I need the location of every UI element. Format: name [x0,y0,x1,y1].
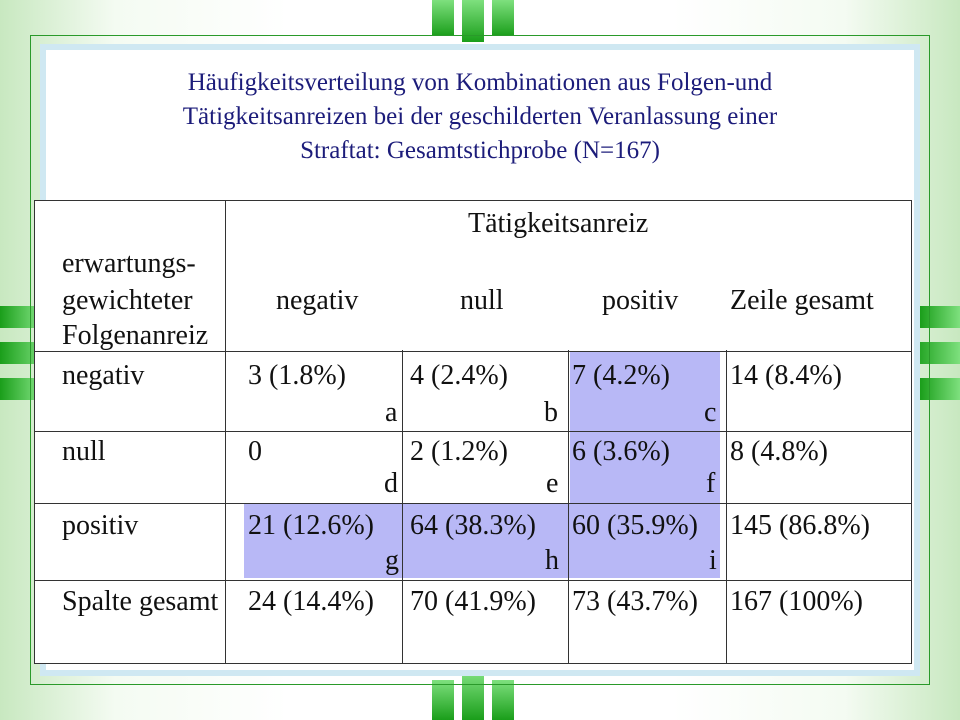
cell-letter-d: d [384,468,398,499]
cell-letter-b: b [544,397,558,428]
title-line-2: Tätigkeitsanreizen bei der geschilderten Veranlassung einer [182,103,778,130]
grid-hline-4 [34,580,912,581]
column-header-positiv: positiv [602,285,679,316]
grid-hline-3 [34,503,912,504]
decor-tab-bottom-3 [492,680,514,720]
decor-tab-top-3 [492,0,514,36]
column-header-negativ: negativ [276,285,359,316]
grid-vline-4 [726,350,727,664]
cell-positiv-total: 145 (86.8%) [730,510,870,541]
cell-null-positiv: 6 (3.6%) [572,436,670,467]
cell-negativ-negativ: 3 (1.8%) [248,360,346,391]
decor-tab-bottom-1 [432,680,454,720]
row-label-positiv: positiv [62,510,139,541]
slide-title [60,66,900,168]
cell-letter-c: c [704,397,717,428]
cell-letter-h: h [545,545,559,576]
column-group-header: Tätigkeitsanreiz [468,208,649,239]
row-header-line-1: erwartungs- [62,248,196,279]
cell-total-null: 70 (41.9%) [410,586,536,617]
cell-letter-i: i [709,545,717,576]
cell-null-negativ: 0 [248,436,262,467]
cell-null-null: 2 (1.2%) [410,436,508,467]
row-header-line-3: Folgenanreiz [62,320,209,351]
cell-letter-a: a [385,397,398,428]
cell-negativ-total: 14 (8.4%) [730,360,842,391]
row-label-column-total: Spalte gesamt [62,586,219,617]
row-header-line-2: gewichteter [62,285,193,316]
column-header-row-total: Zeile gesamt [730,285,874,316]
cell-positiv-negativ: 21 (12.6%) [248,510,374,541]
cell-null-total: 8 (4.8%) [730,436,828,467]
title-line-3: Straftat: Gesamtstichprobe (N=167) [300,137,660,164]
grid-vline-1 [225,200,226,664]
row-label-null: null [62,436,106,467]
cell-total-total: 167 (100%) [730,586,863,617]
cell-letter-e: e [546,468,559,499]
cell-positiv-positiv: 60 (35.9%) [572,510,698,541]
cell-positiv-null: 64 (38.3%) [410,510,536,541]
cell-letter-g: g [385,545,399,576]
row-label-negativ: negativ [62,360,145,391]
cell-negativ-positiv: 7 (4.2%) [572,360,670,391]
title-line-1: Häufigkeitsverteilung von Kombinationen aus Folgen-und [187,69,773,96]
grid-vline-2 [402,350,403,664]
column-header-null: null [460,285,504,316]
grid-hline-2 [34,431,912,432]
cell-negativ-null: 4 (2.4%) [410,360,508,391]
decor-tab-top-1 [432,0,454,36]
grid-vline-3 [568,350,569,664]
cell-letter-f: f [706,468,716,499]
cell-total-negativ: 24 (14.4%) [248,586,374,617]
cell-total-positiv: 73 (43.7%) [572,586,698,617]
